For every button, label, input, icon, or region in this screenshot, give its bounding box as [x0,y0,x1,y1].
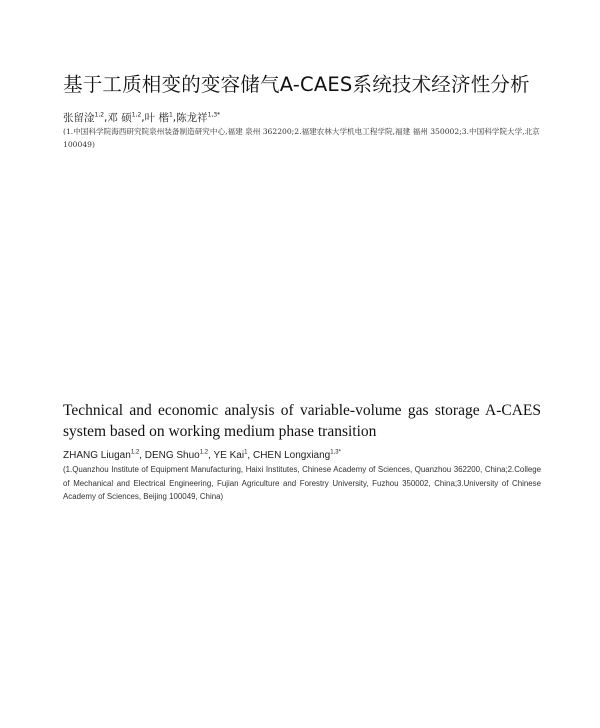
author-name: YE Kai [213,450,245,461]
author-name: DENG Shuo [144,450,200,461]
author-separator: , [139,450,145,461]
author-affiliation-mark: 1 [168,111,173,119]
chinese-title: 基于工质相变的变容储气A-CAES系统技术经济性分析 [63,73,530,96]
english-affiliations: (1.Quanzhou Institute of Equipment Manufacturing, Haixi Institutes, Chinese Academy of Sciences, Quanzhou 362200, China;2.College of Mechanical and Electrical Engineering, Fujian Agriculture and Forestry University, Fuzhou 350002, China;3.University of Chinese Academy of Sciences, Beijing 100049, China) [63,465,541,501]
author-separator: , [208,450,214,461]
chinese-affiliations: (1.中国科学院海西研究院泉州装备制造研究中心,福建 泉州 362200;2.福建农林大学机电工程学院,福建 福州 350002;3.中国科学院大学,北京 100049) [63,127,540,149]
author-name: 叶 楷 [144,112,169,124]
author-affiliation-mark: 1,2 [131,111,142,119]
author-affiliation-mark: 1,2 [94,111,105,119]
english-author-list [63,449,341,462]
author-name: 邓 硕 [107,112,132,124]
author-name: CHEN Longxiang [252,450,331,461]
author-name: 张留淦 [63,112,95,124]
author-affiliation-mark: 1,3* [207,111,221,119]
author-name: ZHANG Liugan [63,450,131,461]
english-title: Technical and economic analysis of variable-volume gas storage A-CAES system based on working medium phase transition [63,402,541,440]
author-name: 陈龙祥 [176,112,208,124]
author-affiliation-mark: 1 [244,449,248,456]
author-affiliation-mark: 1,3* [330,449,341,456]
chinese-author-list [63,111,220,125]
author-affiliation-mark: 1,2 [199,449,209,456]
author-separator: , [247,450,253,461]
author-separator: , [104,112,108,124]
author-separator: , [172,112,177,124]
author-affiliation-mark: 1,2 [130,449,140,456]
author-separator: , [141,112,145,124]
